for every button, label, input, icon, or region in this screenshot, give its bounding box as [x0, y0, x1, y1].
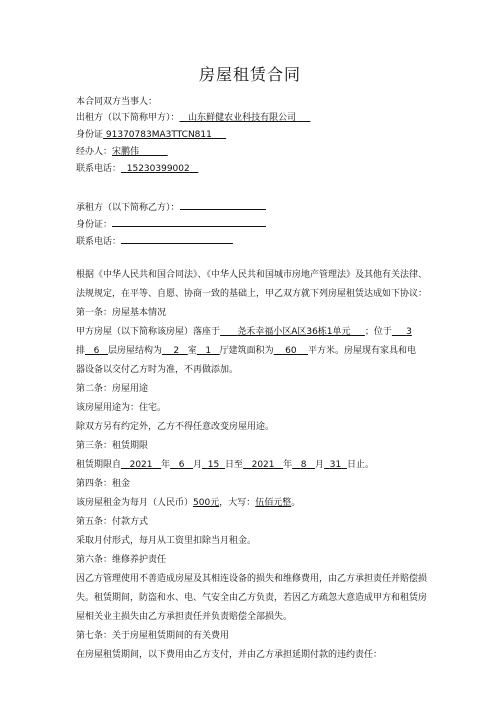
article-4-line-1: 该房屋租金为每月（人民币）500元，大写：伍佰元整。 — [76, 498, 301, 508]
preamble-line-1: 根据《中华人民共和国合同法》、《中华人民共和国城市房地产管理法》及其他有关法律、 — [76, 270, 428, 280]
lessee-id-blank[interactable] — [112, 217, 266, 227]
contract-title: 房屋租赁合同 — [198, 65, 301, 84]
article-6-line-2: 失。租赁期间，防盗和水、电、气安全由乙方负责，若因乙方疏忽大意造成甲方和租赁房 — [76, 593, 428, 603]
rent-amount-uppercase: 伍佰元整 — [255, 498, 292, 508]
end-day: 31 — [329, 460, 342, 470]
article-7-heading: 第七条：关于房屋租赁期间的有关费用 — [76, 631, 230, 641]
preamble — [76, 266, 440, 665]
article-5-heading: 第五条：付款方式 — [76, 517, 149, 527]
article-1-heading: 第一条：房屋基本情况 — [76, 308, 167, 318]
article-1-line-1: 甲方房屋（以下简称该房屋）落座于 尧禾幸福小区A区36栋1单元 ；位于 3 — [76, 327, 412, 337]
agent-value: 宋鹏伟 — [112, 147, 140, 157]
house-halls: 1 — [205, 346, 212, 356]
lessor-phone-value: 15230399002 — [126, 164, 190, 174]
start-day: 15 — [207, 460, 220, 470]
article-6-line-1: 因乙方管理使用不善造成房屋及其相连设备的损失和维修费用，由乙方承担责任并赔偿损 — [76, 574, 428, 584]
article-6-heading: 第六条：维修养护责任 — [76, 555, 167, 565]
article-2-line-1: 该房屋用途为：住宅。 — [76, 403, 167, 413]
article-7-line-1: 在房屋租赁期间，以下费用由乙方支付，并由乙方承担延期付款的违约责任： — [76, 650, 383, 660]
house-address: 尧禾幸福小区A区36栋1单元 — [237, 327, 351, 337]
article-3-heading: 第三条：租赁期限 — [76, 441, 149, 451]
lessee-phone-label: 联系电话： — [76, 237, 122, 247]
end-month: 8 — [300, 460, 307, 470]
lessor-label: 出租方（以下简称甲方）： — [76, 113, 180, 123]
article-2-heading: 第二条：房屋用途 — [76, 384, 149, 394]
end-year: 2021 — [251, 460, 275, 470]
article-2-line-2: 除双方另有约定外，乙方不得任意改变房屋用途。 — [76, 422, 275, 432]
lessor-id-value: 91370783MA3TTCN811 — [105, 130, 212, 140]
article-1-line-3: 器设备以交付乙方时为准，不再做添加。 — [76, 365, 239, 375]
lessor-row — [76, 112, 310, 124]
lessor-id-row — [76, 129, 226, 141]
article-5-line-1: 采取月付形式，每月从工资里扣除当月租金。 — [76, 536, 257, 546]
article-3-line-1: 租赁期限自 2021 年 6 月 15 日至 2021 年 8 月 31 日止。 — [76, 460, 374, 470]
lessor-id-label: 身份证 — [76, 130, 104, 140]
house-row-no: 3 — [406, 327, 412, 337]
lessee-name-blank[interactable] — [180, 200, 266, 210]
house-rooms: 2 — [173, 346, 180, 356]
start-month: 6 — [178, 460, 185, 470]
lessee-phone-blank[interactable] — [121, 234, 233, 244]
house-floor: 6 — [93, 346, 100, 356]
lessee-id-row — [76, 217, 266, 231]
lessor-phone-label: 联系电话： — [76, 164, 122, 174]
intro-text: 本合同双方当事人： — [76, 97, 158, 107]
lessor-phone-row — [76, 163, 198, 175]
preamble-line-2: 法规规定，在平等、自愿、协商一致的基础上，甲乙双方就下列房屋租赁达成如下协议： — [76, 289, 428, 299]
agent-row — [76, 146, 168, 158]
lessee-label: 承租方（以下简称乙方）： — [76, 203, 180, 213]
article-1-line-2: 排 6 层房屋结构为 2 室 1 厅建筑面积为 60 平方米。房屋现有家具和电 — [76, 346, 417, 356]
article-4-heading: 第四条：租金 — [76, 479, 131, 489]
article-6-line-3: 屋相关业主损失由乙方承担责任并负责赔偿全部损失。 — [76, 612, 293, 622]
lessee-id-label: 身份证： — [76, 220, 113, 230]
agent-label: 经办人： — [76, 147, 113, 157]
rent-amount: 500元 — [193, 498, 220, 508]
start-year: 2021 — [129, 460, 153, 470]
house-area: 60 — [285, 346, 297, 356]
lessor-name: 山东鲜健农业科技有限公司 — [188, 113, 297, 123]
lessee-row — [76, 200, 266, 214]
lessee-phone-row — [76, 234, 233, 248]
